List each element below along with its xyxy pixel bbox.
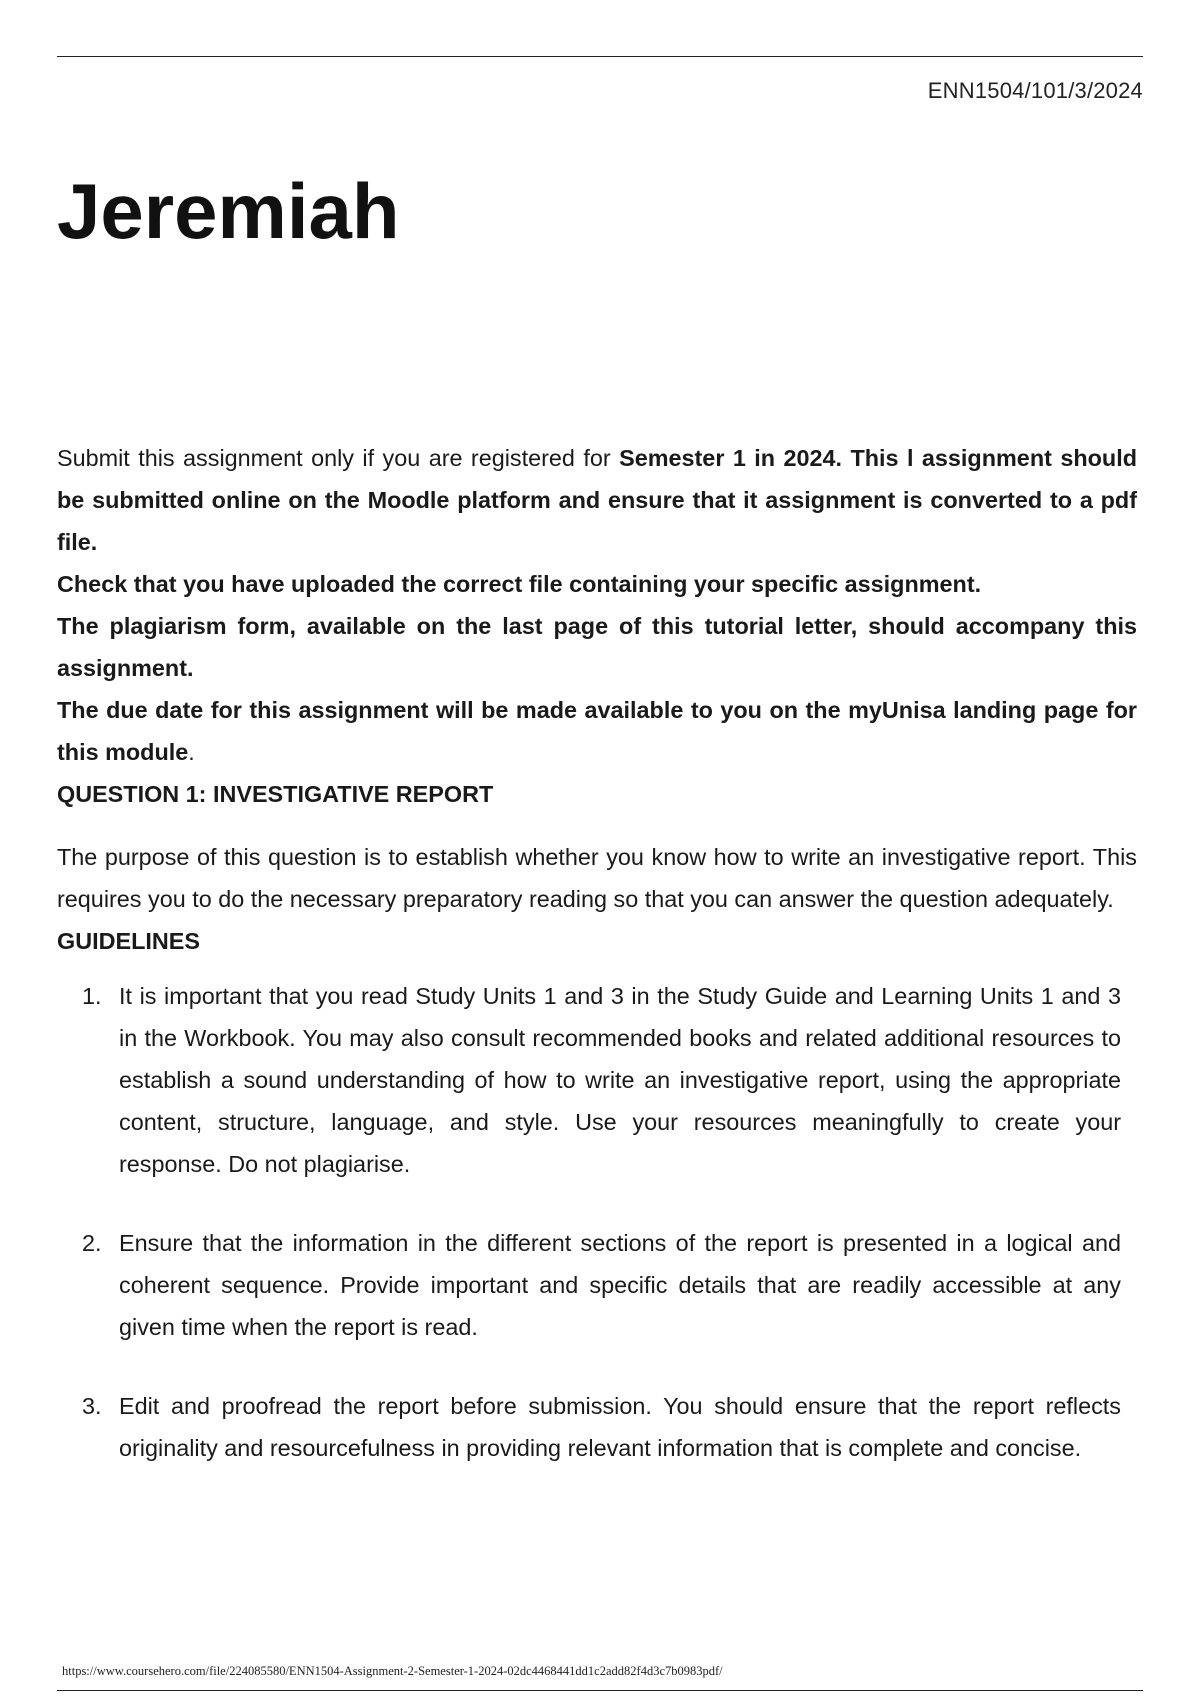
- list-item-number: 1.: [82, 983, 102, 1009]
- intro-submit-instructions: . This l assignment should be submitted online on the Moodle platform and ensure that it assignment is converted to a pdf file.: [57, 445, 1137, 555]
- list-item-number: 2.: [82, 1230, 102, 1256]
- question-heading: QUESTION 1: INVESTIGATIVE REPORT: [57, 781, 494, 807]
- header-rule: [57, 56, 1143, 57]
- document-code: ENN1504/101/3/2024: [927, 78, 1143, 103]
- intro-paragraph-due-date: [57, 689, 1137, 773]
- intro-semester-emphasis: Semester 1 in 2024: [619, 445, 836, 471]
- page-title: Jeremiah: [57, 167, 400, 255]
- list-item: [57, 1222, 1137, 1348]
- list-item: [57, 1385, 1137, 1469]
- footer-rule: [57, 1690, 1143, 1691]
- guidelines-list: [57, 975, 1137, 1469]
- list-item-number: 3.: [82, 1393, 102, 1419]
- question-purpose: The purpose of this question is to establish whether you know how to write an investigative report. This requires you to do the necessary preparatory reading so that you can answer the question adequately.: [57, 844, 1137, 912]
- list-item-text: It is important that you read Study Units 1 and 3 in the Study Guide and Learning Units 1 and 3 in the Workbook. You may also consult recommended books and related additional resources to establish a sound understanding of how to write an investigative report, using the appropriate content, structure, language, and style. Use your resources meaningfully to create your response. Do not plagiarise.: [119, 983, 1121, 1177]
- due-date-text: The due date for this assignment will be made available to you on the myUnisa landing page for this module: [57, 697, 1137, 765]
- intro-paragraph-check-upload: Check that you have uploaded the correct file containing your specific assignment.: [57, 571, 982, 597]
- list-item-text: Ensure that the information in the different sections of the report is presented in a logical and coherent sequence. Provide important and specific details that are readily accessible at any given time when the report is read.: [119, 1230, 1121, 1340]
- list-item-text: Edit and proofread the report before submission. You should ensure that the report reflects originality and resourcefulness in providing relevant information that is complete and concise.: [119, 1393, 1121, 1461]
- list-item: [57, 975, 1137, 1185]
- intro-text-plain: Submit this assignment only if you are registered for: [57, 445, 620, 471]
- intro-paragraph-plagiarism: The plagiarism form, available on the last page of this tutorial letter, should accompany this assignment.: [57, 613, 1137, 681]
- intro-paragraph-submit: [57, 437, 1137, 563]
- guidelines-heading: GUIDELINES: [57, 928, 200, 954]
- source-url: https://www.coursehero.com/file/224085580/ENN1504-Assignment-2-Semester-1-2024-02dc4468441dd1c2add82f4d3c7b0983pdf/: [62, 1664, 723, 1678]
- due-date-period: .: [188, 739, 195, 765]
- document-body: [57, 437, 1137, 1506]
